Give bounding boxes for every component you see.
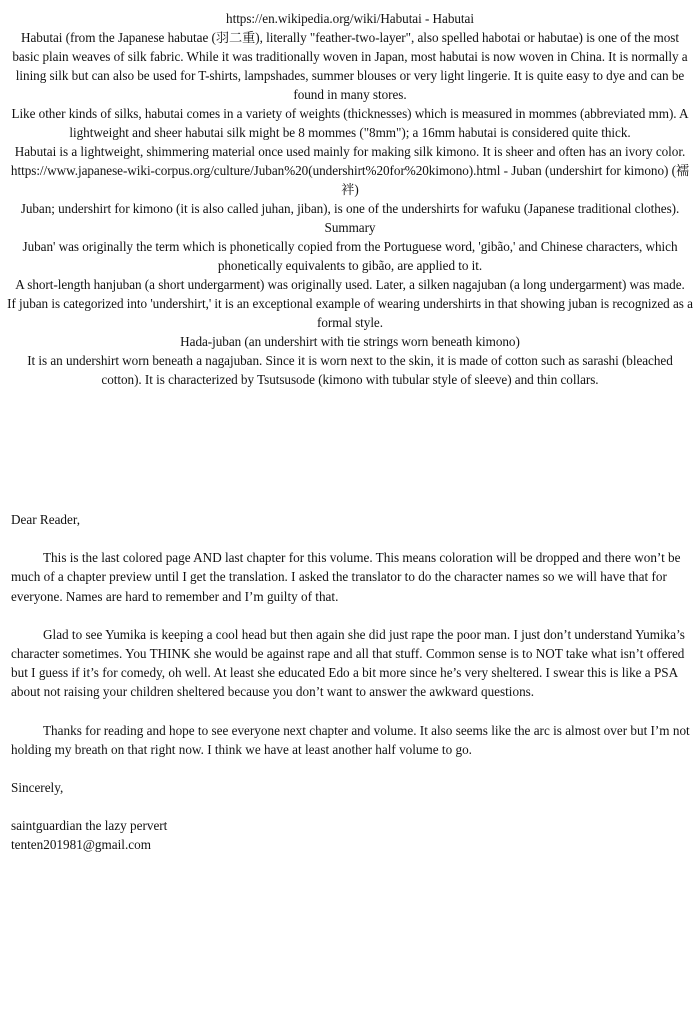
juban-paragraph-1: Juban; undershirt for kimono (it is also called juhan, jiban), is one of the undershirts for wafuku (Japanese traditional clothes).: [20, 201, 680, 216]
letter-paragraph-1: This is the last colored page AND last chapter for this volume. This means coloration will be dropped and there won’t be much of a chapter preview until I get the translation. I asked the translator to do the character names so we will have that for everyone. Names are hard to remember and I’m guilty of that.: [11, 550, 681, 604]
letter-paragraph-3: Thanks for reading and hope to see everyone next chapter and volume. It also seems like the arc is almost over but I’m not holding my breath on that right now. I think we have at least another half volume to go.: [11, 722, 690, 757]
translation-notes: [6, 9, 694, 389]
letter-paragraph-2: Glad to see Yumika is keeping a cool head but then again she did just rape the poor man. I just don’t understand Yumika’s character sometimes. You THINK she would be against rape and all that stuff. Common sense is to NOT take what isn’t offered but I guess if it’s for comedy, oh well. At least she educated Edo a bit more since he’s very sheltered. I swear this is like a PSA about not raising your children sheltered because you don’t want to answer the awkward questions.: [11, 626, 685, 700]
juban-source-link[interactable]: https://www.japanese-wiki-corpus.org/culture/Juban%20(undershirt%20for%20kimono).html - Juban (undershirt for kimono) (襦袢): [10, 163, 690, 197]
letter-email[interactable]: tenten201981@gmail.com: [11, 837, 151, 853]
letter-closing: Sincerely,: [11, 780, 64, 796]
habutai-paragraph-2: Like other kinds of silks, habutai comes in a variety of weights (thicknesses) which is measured in mommes (abbreviated mm). A lightweight and sheer habutai silk might be 8 mommes ("8mm"); a 16mm habutai is considered quite thick.: [11, 106, 689, 140]
habutai-paragraph-1: Habutai (from the Japanese habutae (羽二重), literally "feather-two-layer", also spelled habotai or habutae) is one of the most basic plain weaves of silk fabric. While it was traditionally woven in Japan, most habutai is now woven in China. It is normally a lining silk but can also be used for T-shirts, lampshades, summer blouses or very light lingerie. It is quite easy to dye and can be found in many stores.: [12, 30, 688, 102]
letter-greeting: Dear Reader,: [11, 512, 81, 527]
habutai-source-link[interactable]: https://en.wikipedia.org/wiki/Habutai - Habutai: [226, 11, 474, 26]
hada-juban-heading: Hada-juban (an undershirt with tie strings worn beneath kimono): [180, 334, 520, 349]
hada-juban-paragraph: It is an undershirt worn beneath a nagajuban. Since it is worn next to the skin, it is made of cotton such as sarashi (bleached cotton). It is characterized by Tsutsusode (kimono with tubular style of sleeve) and thin collars.: [27, 353, 673, 387]
letter-to-reader: [11, 510, 691, 855]
juban-paragraph-4: If juban is categorized into 'undershirt,' it is an exceptional example of wearing undershirts in that showing juban is recognized as a formal style.: [7, 296, 693, 330]
letter-signature: saintguardian the lazy pervert: [11, 818, 168, 834]
juban-paragraph-3: A short-length hanjuban (a short undergarment) was originally used. Later, a silken nagajuban (a long undergarment) was made.: [15, 277, 685, 292]
juban-paragraph-2: Juban' was originally the term which is phonetically copied from the Portuguese word, 'gibão,' and Chinese characters, which phonetically equivalents to gibão, are applied to it.: [22, 239, 678, 273]
habutai-paragraph-3: Habutai is a lightweight, shimmering material once used mainly for making silk kimono. It is sheer and often has an ivory color.: [14, 144, 686, 159]
summary-heading: Summary: [324, 220, 376, 235]
